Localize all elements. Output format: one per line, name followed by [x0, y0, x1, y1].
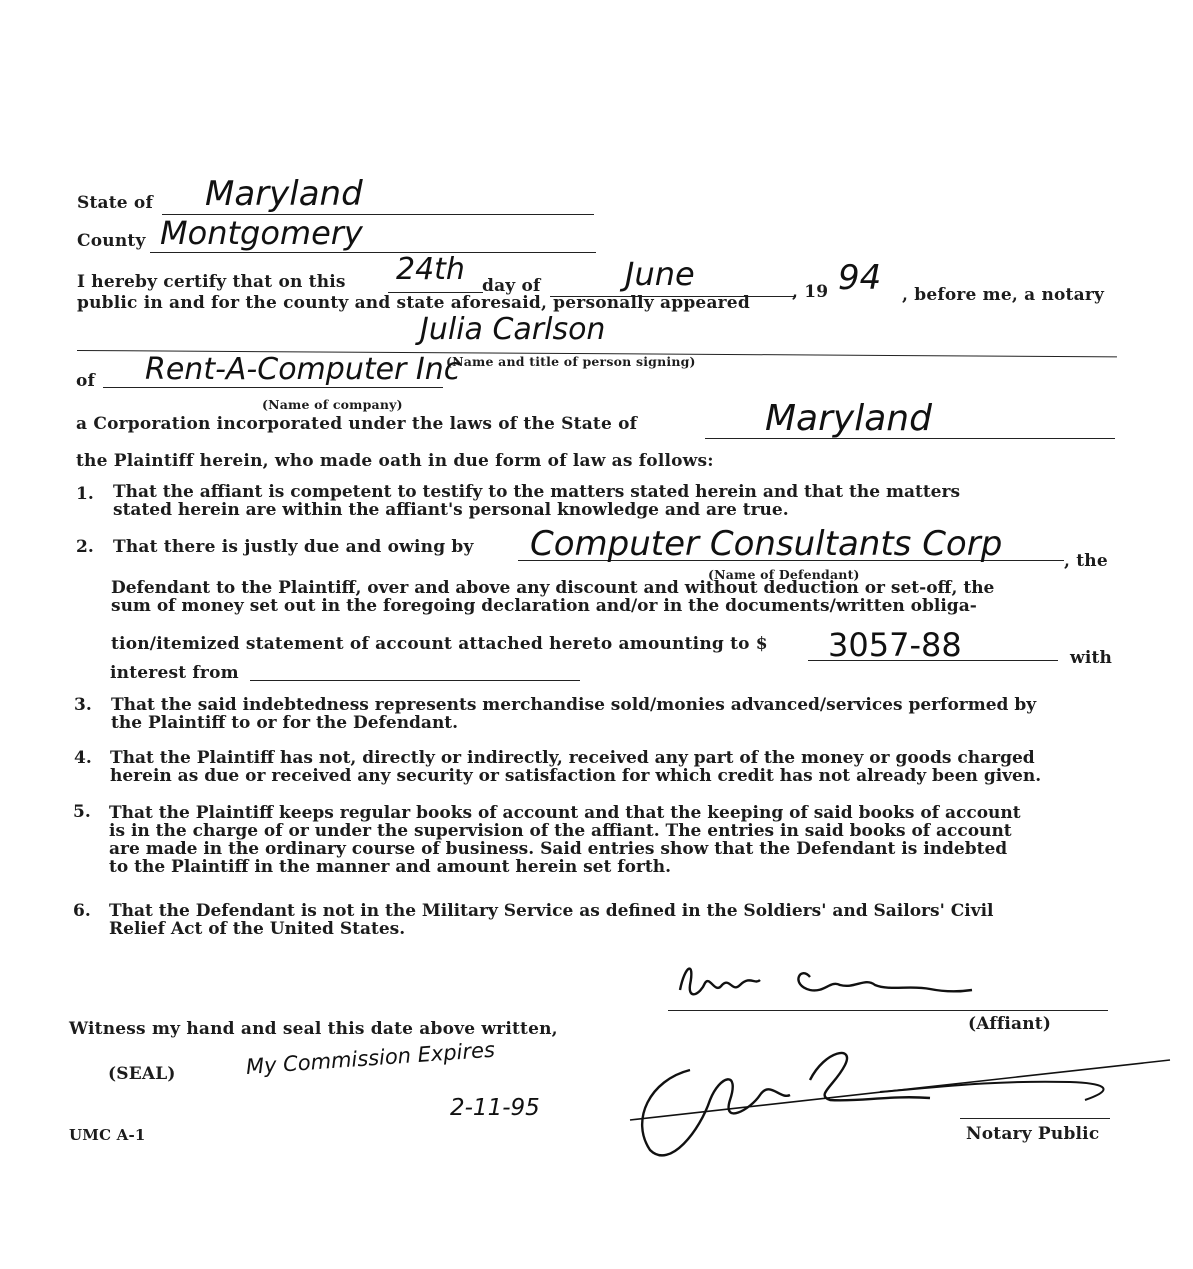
- item3-number: 3.: [74, 695, 92, 715]
- company-line: [103, 387, 443, 388]
- commission-line1: My Commission Expires: [245, 1037, 496, 1079]
- day-of-label: day of: [482, 276, 541, 296]
- item1-text: [113, 483, 960, 519]
- item4-number: 4.: [74, 748, 92, 768]
- year-value: 94: [838, 258, 882, 298]
- item1-number: 1.: [76, 484, 94, 504]
- affiant-signature: [660, 955, 980, 1015]
- affiant-caption: (Affiant): [968, 1014, 1052, 1034]
- defendant-value: Computer Consultants Corp: [530, 524, 1003, 564]
- county-line: [150, 252, 596, 253]
- item5-line3: are made in the ordinary course of business. Said entries show that the Defendant is indebted: [109, 839, 1008, 859]
- company-value: Rent-A-Computer Inc: [145, 352, 461, 387]
- item5-line2: is in the charge of or under the supervision of the affiant. The entries in said books of account: [109, 821, 1012, 841]
- item5-text: [109, 804, 1021, 876]
- item6-line1: That the Defendant is not in the Military Service as defined in the Soldiers' and Sailors' Civil: [109, 901, 994, 921]
- item4-line1: That the Plaintiff has not, directly or indirectly, received any part of the money or goods charged: [110, 748, 1035, 768]
- person-caption: (Name and title of person signing): [446, 354, 696, 369]
- item2-line2: Defendant to the Plaintiff, over and above any discount and without deduction or set-off, the: [111, 578, 995, 598]
- item5-line4: to the Plaintiff in the manner and amount herein set forth.: [109, 857, 672, 877]
- item2-with: with: [1070, 648, 1113, 668]
- corp-label: a Corporation incorporated under the laws of the State of: [76, 414, 638, 434]
- county-label: County: [77, 231, 146, 251]
- state-label: State of: [77, 193, 153, 213]
- item2-line3: sum of money set out in the foregoing declaration and/or in the documents/written obliga-: [111, 596, 977, 616]
- item2-the: , the: [1064, 551, 1108, 571]
- item2-text: [111, 579, 994, 615]
- state-value: Maryland: [205, 174, 363, 214]
- amount-value: 3057-88: [828, 626, 962, 664]
- year-prefix: , 19: [792, 282, 829, 302]
- defendant-caption: (Name of Defendant): [708, 567, 860, 582]
- item2-prefix: That there is justly due and owing by: [113, 537, 474, 557]
- corp-state-value: Maryland: [765, 398, 932, 439]
- day-value: 24th: [396, 252, 465, 287]
- company-caption: (Name of company): [262, 397, 403, 412]
- item6-number: 6.: [73, 901, 91, 921]
- affiant-line: [668, 1010, 1108, 1011]
- witness-line: Witness my hand and seal this date above written,: [69, 1019, 558, 1039]
- certify-suffix: , before me, a notary: [902, 285, 1105, 305]
- item3-line2: the Plaintiff to or for the Defendant.: [111, 713, 459, 733]
- county-value: Montgomery: [160, 214, 363, 252]
- item6-text: [109, 902, 993, 938]
- item3-line1: That the said indebtedness represents merchandise sold/monies advanced/services performed by: [111, 695, 1037, 715]
- item2-number: 2.: [76, 537, 94, 557]
- item4-text: [110, 749, 1041, 785]
- certify-prefix: I hereby certify that on this: [77, 272, 346, 292]
- item2-line4: tion/itemized statement of account attached hereto amounting to $: [111, 634, 768, 654]
- item3-text: [111, 696, 1036, 732]
- notary-line: [960, 1118, 1110, 1119]
- item6-line2: Relief Act of the United States.: [109, 919, 406, 939]
- commission-line2: 2-11-95: [450, 1095, 540, 1121]
- person-value: Julia Carlson: [420, 312, 606, 347]
- form-code: UMC A-1: [69, 1126, 146, 1144]
- notary-caption: Notary Public: [966, 1124, 1100, 1144]
- item1-line2: stated herein are within the affiant's personal knowledge and are true.: [113, 500, 789, 520]
- of-label: of: [76, 371, 96, 391]
- seal-label: (SEAL): [108, 1064, 176, 1084]
- month-value: June: [625, 255, 695, 293]
- interest-label: interest from: [110, 663, 239, 683]
- item1-line1: That the affiant is competent to testify to the matters stated herein and that the matters: [113, 482, 961, 502]
- certify-line2: public in and for the county and state aforesaid, personally appeared: [77, 293, 750, 313]
- interest-line: [250, 680, 580, 681]
- item4-line2: herein as due or received any security or satisfaction for which credit has not already been given.: [110, 766, 1042, 786]
- plaintiff-line: the Plaintiff herein, who made oath in due form of law as follows:: [76, 451, 714, 471]
- item5-number: 5.: [73, 802, 91, 822]
- item5-line1: That the Plaintiff keeps regular books of account and that the keeping of said books of account: [109, 803, 1021, 823]
- notary-signature: [630, 1040, 1190, 1160]
